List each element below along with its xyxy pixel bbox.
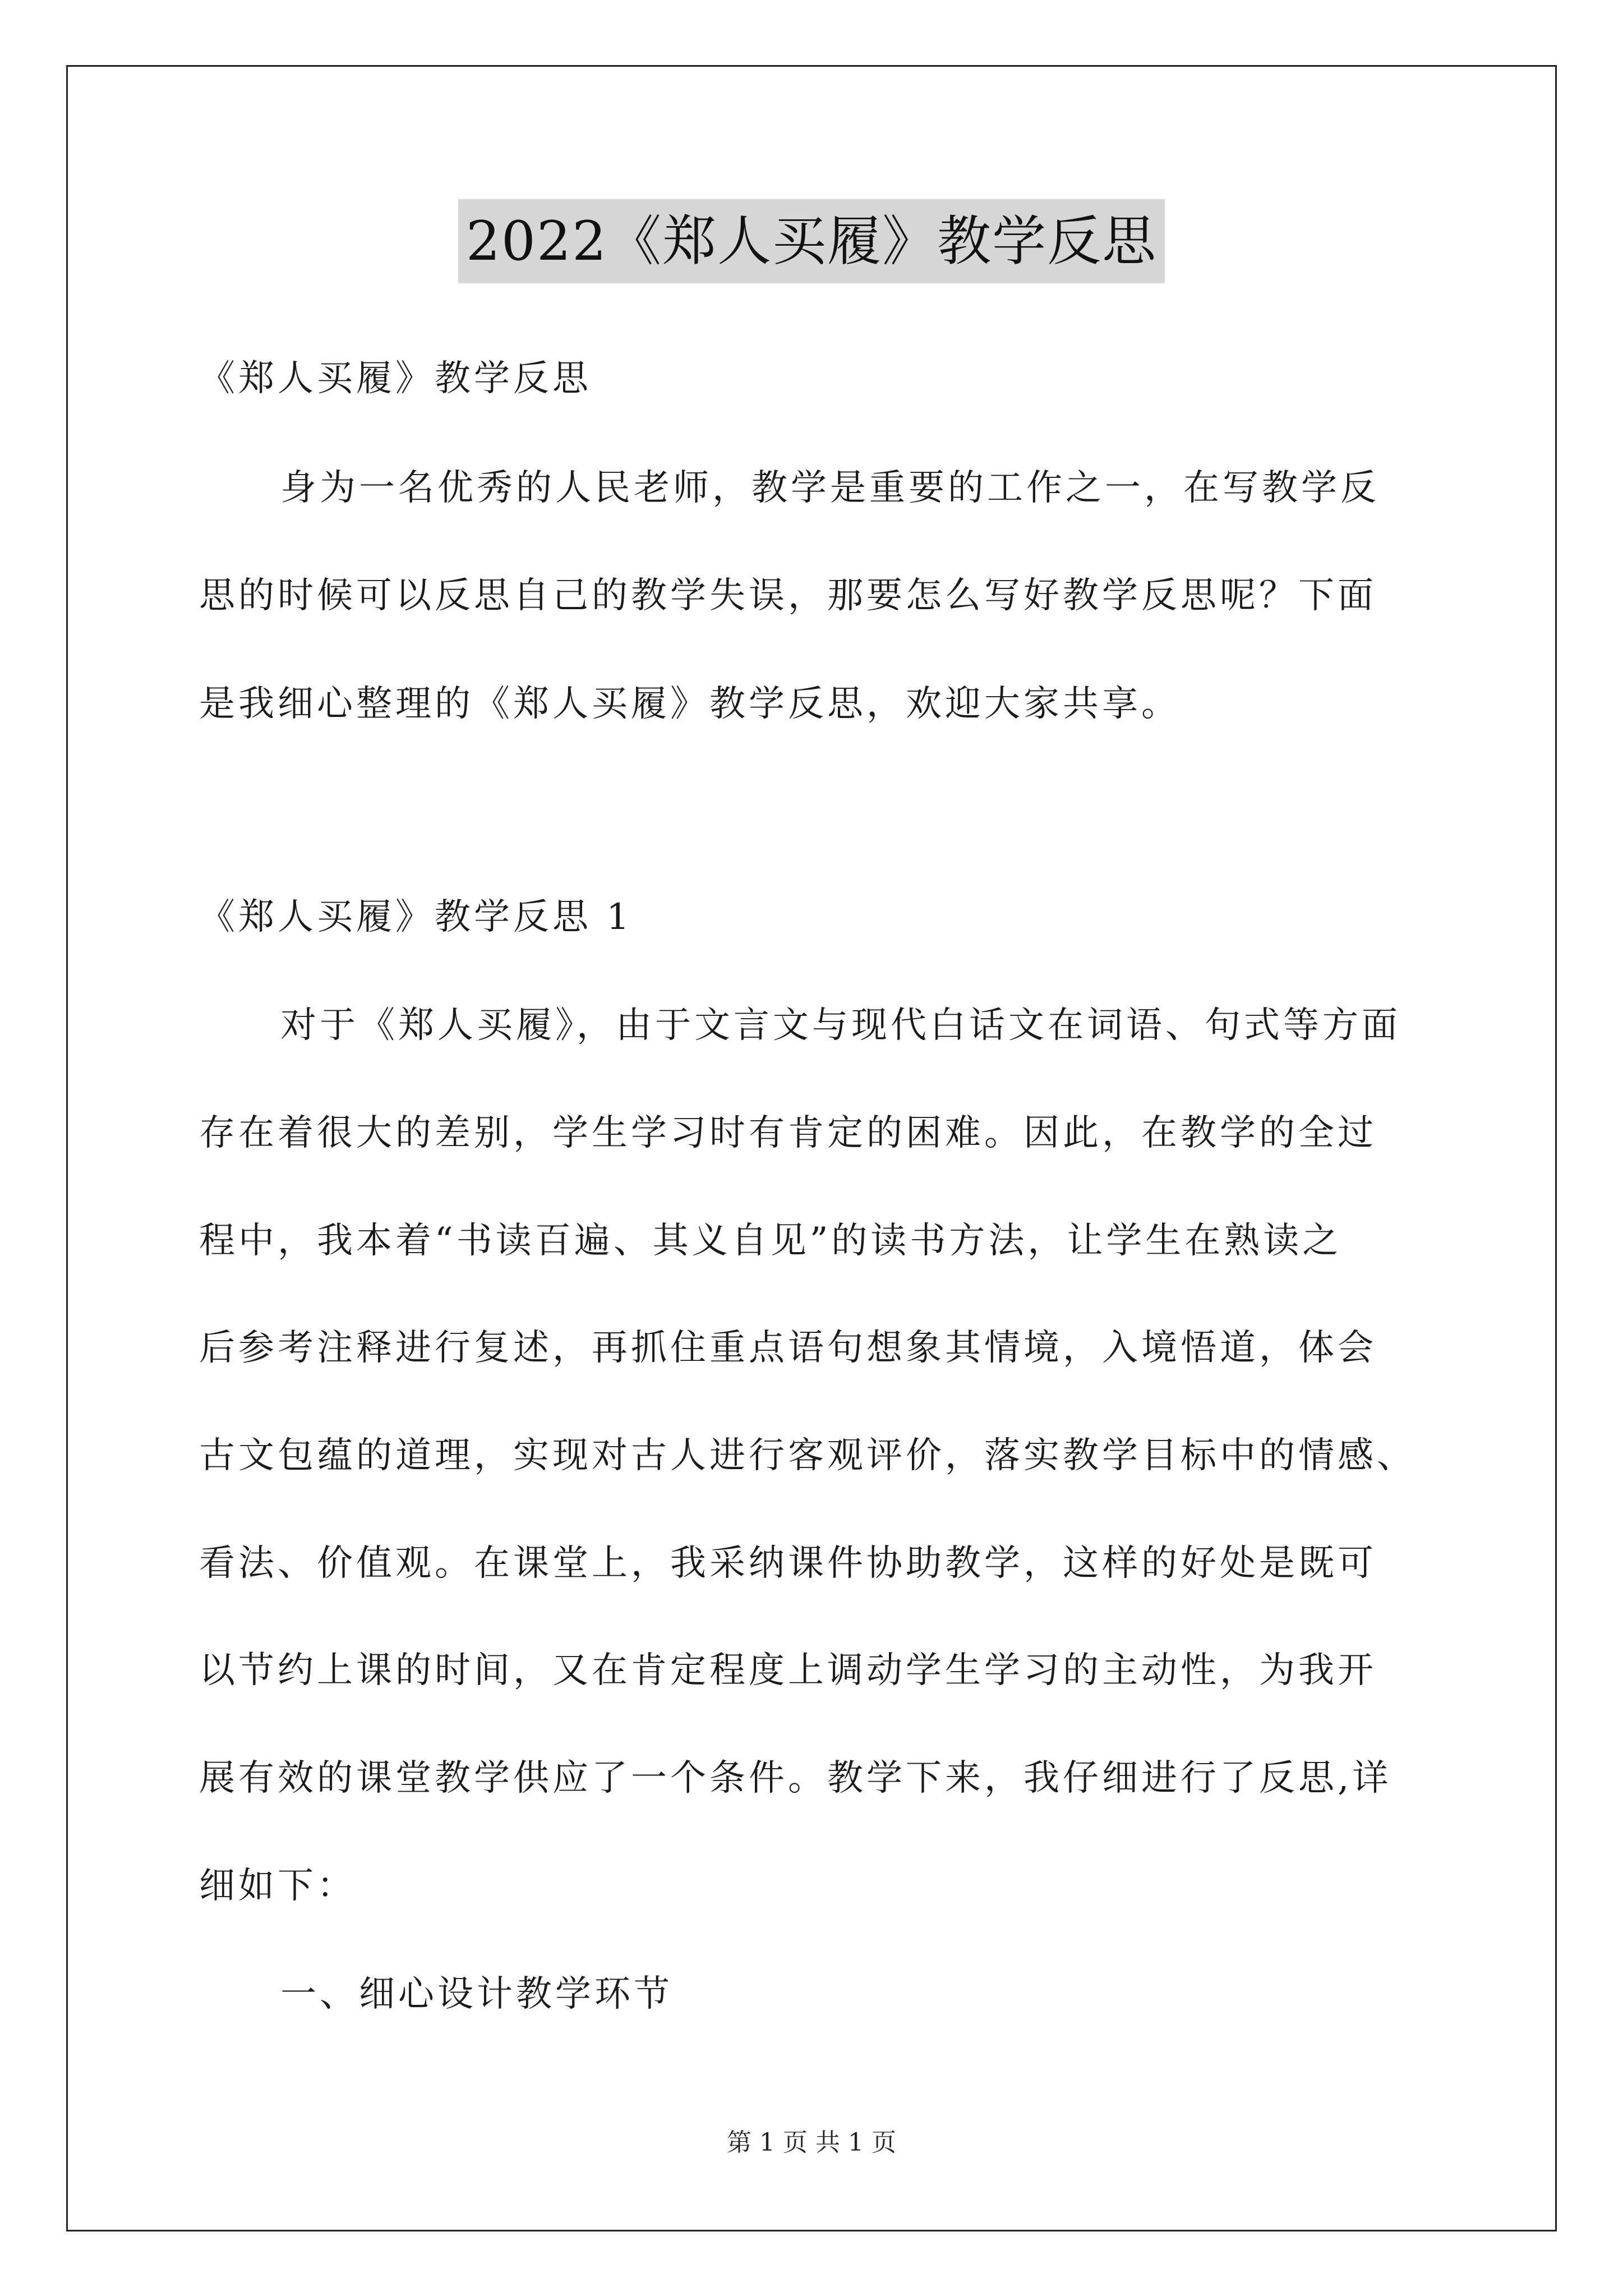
body-line: 程中，我本着“书读百遍、其义自见”的读书方法，让学生在熟读之: [199, 1220, 1342, 1262]
body-line: 看法、价值观。在课堂上，我采纳课件协助教学，这样的好处是既可: [199, 1543, 1377, 1584]
body-line: 以节约上课的时间，又在肯定程度上调动学生学习的主动性，为我开: [199, 1650, 1377, 1691]
intro-line: 思的时候可以反思自己的教学失误，那要怎么写好教学反思呢？下面: [199, 575, 1377, 616]
body-line: 存在着很大的差别，学生学习时有肯定的困难。因此，在教学的全过: [199, 1112, 1377, 1154]
body-line: 展有效的课堂教学供应了一个条件。教学下来，我仔细进行了反思,详: [199, 1757, 1392, 1799]
document-title: 2022《郑人买履》教学反思: [458, 199, 1165, 283]
intro-line: 是我细心整理的《郑人买履》教学反思，欢迎大家共享。: [199, 683, 1181, 725]
document-subtitle: 《郑人买履》教学反思: [199, 358, 592, 399]
body-line: 对于《郑人买履》，由于文言文与现代白话文在词语、句式等方面: [280, 1005, 1401, 1046]
intro-line: 身为一名优秀的人民老师，教学是重要的工作之一，在写教学反: [280, 467, 1380, 509]
body-line: 后参考注释进行复述，再抓住重点语句想象其情境，入境悟道，体会: [199, 1327, 1377, 1369]
body-line: 古文包蕴的道理，实现对古人进行客观评价，落实教学目标中的情感、: [199, 1435, 1416, 1476]
body-line: 细如下：: [199, 1865, 356, 1907]
section-heading: 《郑人买履》教学反思 1: [199, 896, 633, 938]
page-footer: 第 1 页 共 1 页: [727, 2128, 896, 2157]
subheading: 一、细心设计教学环节: [280, 1973, 673, 2015]
title-wrap: [0, 199, 1623, 283]
